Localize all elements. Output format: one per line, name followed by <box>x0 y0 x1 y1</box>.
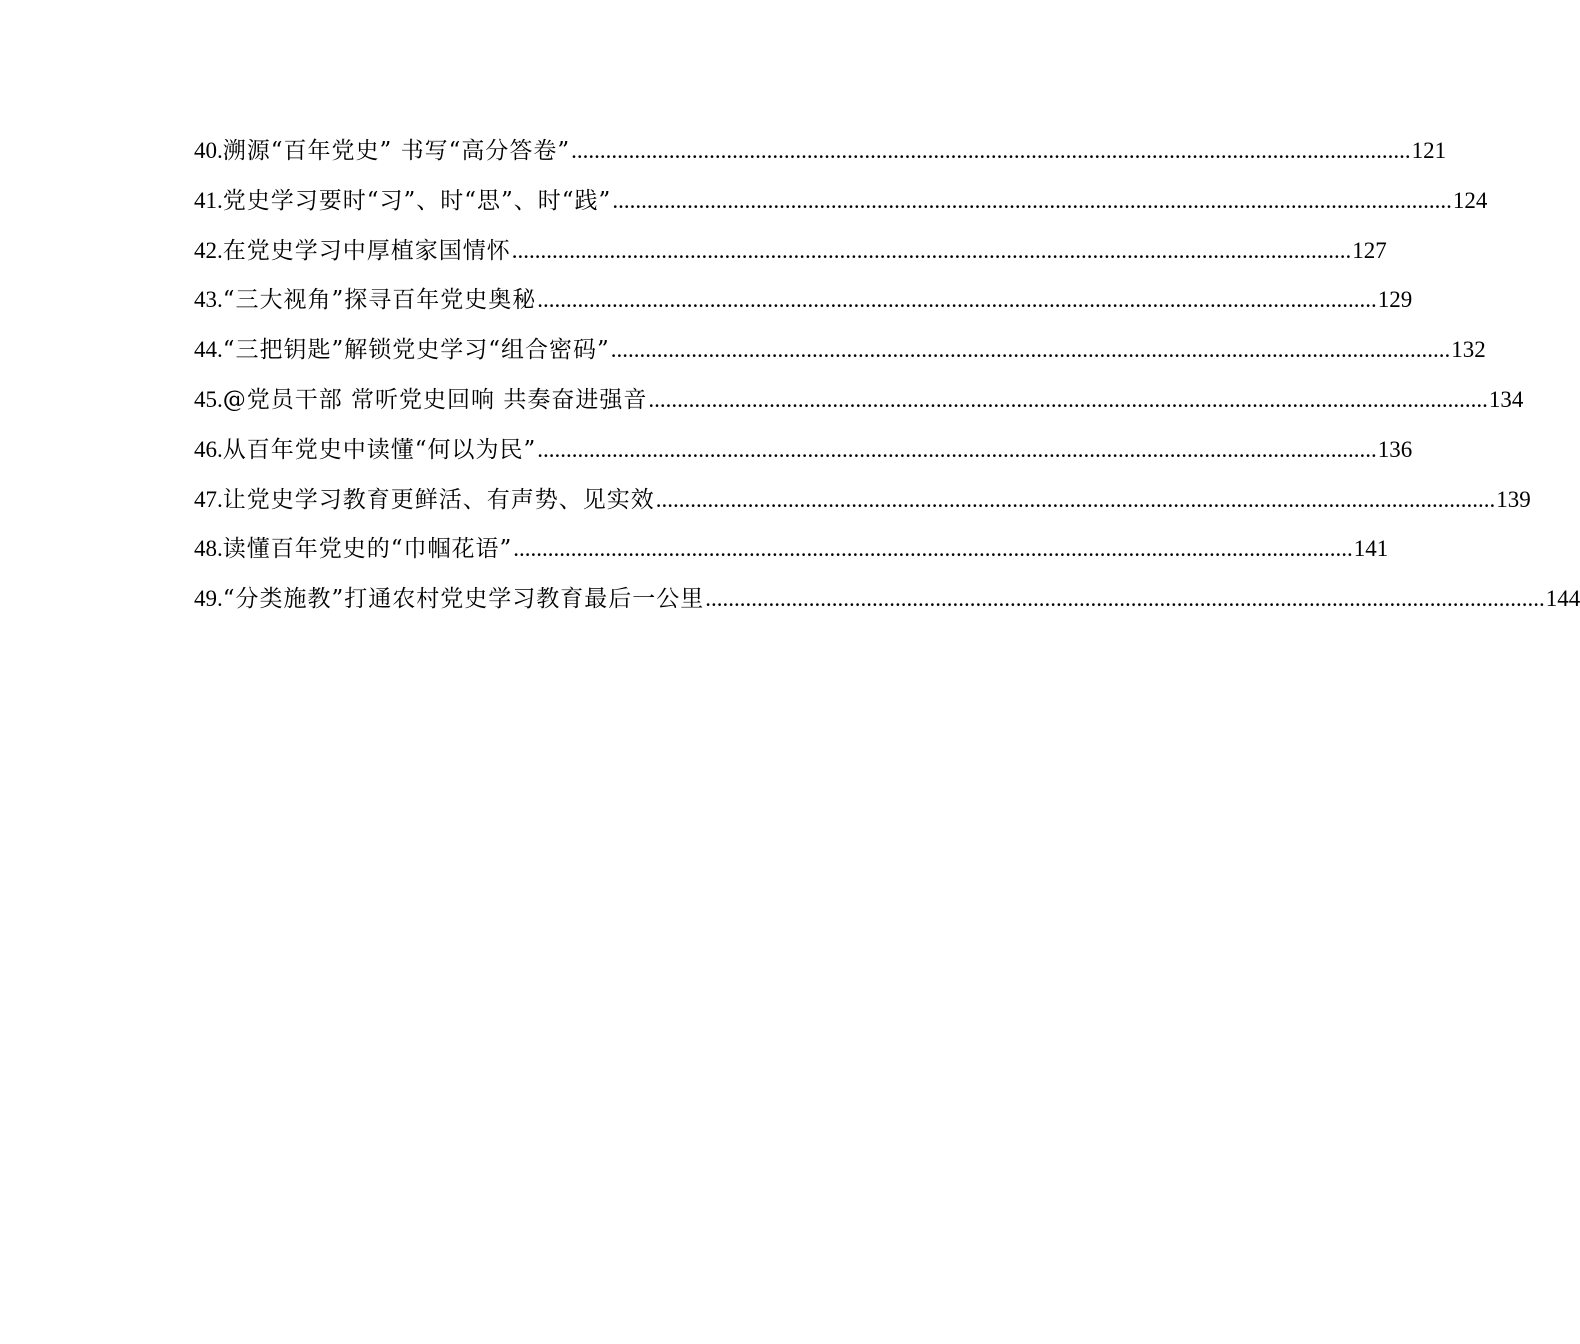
toc-entry-number: 41. <box>194 187 223 213</box>
toc-entry-title: 从百年党史中读懂“何以为民” <box>222 436 537 463</box>
toc-dot-leader <box>611 325 1451 375</box>
table-of-contents <box>194 126 1580 624</box>
toc-entry-49[interactable] <box>194 574 1580 624</box>
toc-entry-page: 132 <box>1451 337 1486 363</box>
toc-entry-number: 49. <box>194 586 223 612</box>
toc-entry-number: 45. <box>194 386 223 412</box>
toc-entry-title: “三大视角”探寻百年党史奥秘 <box>222 287 537 314</box>
toc-entry-title: @党员干部 常听党史回响 共奏奋进强音 <box>222 386 648 413</box>
toc-dot-leader <box>513 524 1353 574</box>
toc-entry-number: 42. <box>194 237 223 263</box>
toc-entry-number: 43. <box>194 287 223 313</box>
toc-entry-number: 44. <box>194 337 223 363</box>
toc-entry-47[interactable] <box>194 475 1531 525</box>
toc-entry-page: 144 <box>1545 586 1580 612</box>
toc-entry-46[interactable] <box>194 425 1413 475</box>
toc-entry-40[interactable] <box>194 126 1447 176</box>
toc-entry-title: “三把钥匙”解锁党史学习“组合密码” <box>222 337 610 364</box>
toc-dot-leader <box>537 425 1377 475</box>
toc-entry-48[interactable] <box>194 524 1389 574</box>
toc-dot-leader <box>512 226 1352 276</box>
toc-entry-page: 121 <box>1411 138 1447 163</box>
toc-dot-leader <box>537 275 1377 325</box>
toc-entry-number: 46. <box>194 436 223 462</box>
toc-entry-title: 党史学习要时“习”、时“思”、时“践” <box>222 187 612 214</box>
toc-entry-45[interactable] <box>194 375 1524 425</box>
toc-entry-42[interactable] <box>194 226 1387 276</box>
toc-dot-leader <box>648 375 1488 425</box>
toc-entry-title: 读懂百年党史的“巾帼花语” <box>222 536 513 563</box>
toc-dot-leader <box>705 574 1545 624</box>
toc-entry-title: “分类施教”打通农村党史学习教育最后一公里 <box>222 586 705 613</box>
toc-entry-number: 40. <box>194 138 223 163</box>
toc-dot-leader <box>656 475 1496 525</box>
toc-entry-page: 141 <box>1353 536 1389 562</box>
toc-entry-page: 136 <box>1377 436 1413 462</box>
toc-entry-title: 让党史学习教育更鲜活、有声势、见实效 <box>222 486 655 513</box>
toc-entry-title: 溯源“百年党史” 书写“高分答卷” <box>222 138 571 164</box>
toc-entry-title: 在党史学习中厚植家国情怀 <box>222 237 511 264</box>
toc-entry-page: 124 <box>1452 187 1488 213</box>
toc-entry-page: 129 <box>1377 287 1413 313</box>
toc-entry-page: 139 <box>1496 486 1531 512</box>
toc-entry-page: 127 <box>1352 237 1387 263</box>
toc-entry-41[interactable] <box>194 176 1488 226</box>
toc-dot-leader <box>612 176 1452 226</box>
toc-entry-number: 47. <box>194 486 223 512</box>
toc-entry-44[interactable] <box>194 325 1486 375</box>
toc-entry-43[interactable] <box>194 275 1413 325</box>
toc-dot-leader <box>571 126 1411 176</box>
toc-entry-page: 134 <box>1488 386 1524 412</box>
toc-entry-number: 48. <box>194 536 223 562</box>
